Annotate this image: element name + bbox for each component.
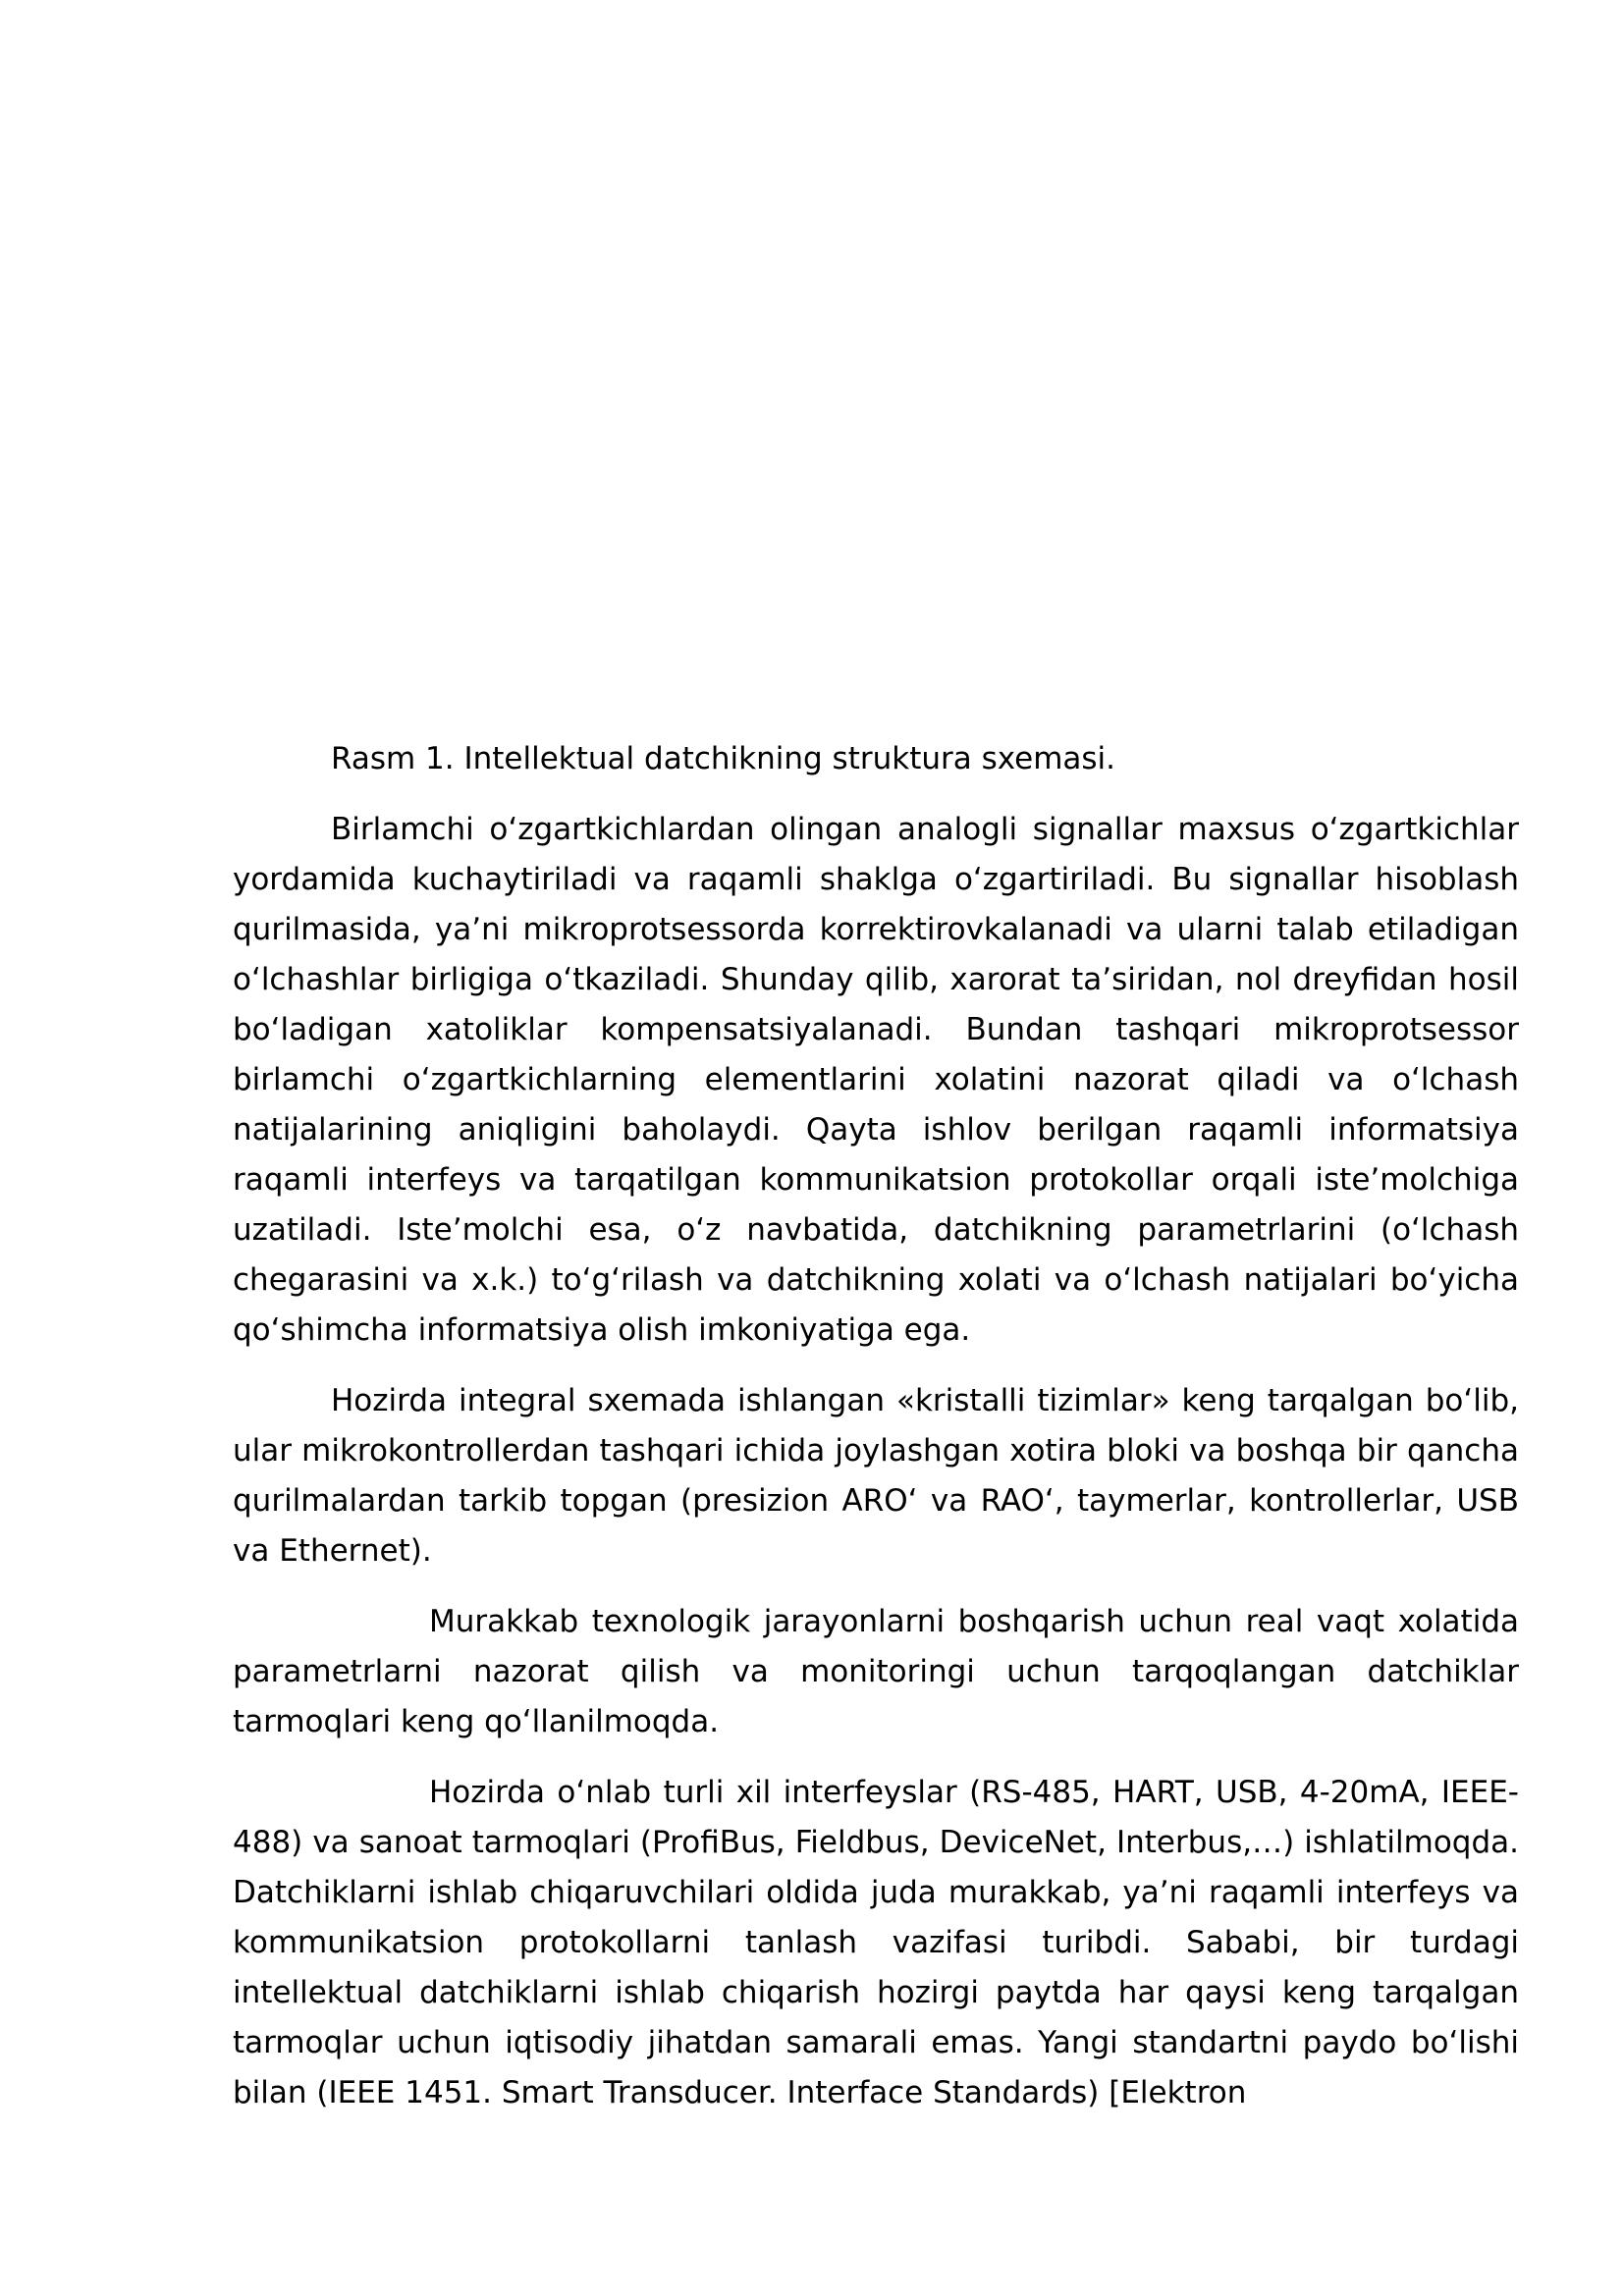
figure-area (233, 157, 1519, 707)
document-body (233, 734, 1519, 2139)
paragraph-1: Birlamchi oʻzgartkichlardan olingan analogli signallar maxsus oʻzgartkichlar yordamida kuchaytiriladi va raqamli shaklga oʻzgartiriladi. Bu signallar hisoblash qurilmasida, ya’ni mikroprotsessorda korrektirovkalanadi va ularni talab etiladigan oʻlchashlar birligiga oʻtkaziladi. Shunday qilib, xarorat ta’siridan, nol dreyfidan hosil boʻladigan xatoliklar kompensatsiyalanadi. Bundan tashqari mikroprotsessor birlamchi oʻzgartkichlarning elementlarini xolatini nazorat qiladi va oʻlchash natijalarining aniqligini baholaydi. Qayta ishlov berilgan raqamli informatsiya raqamli interfeys va tarqatilgan kommunikatsion protokollar orqali iste’molchiga uzatiladi. Iste’molchi esa, oʻz navbatida, datchikning parametrlarini (oʻlchash chegarasini va x.k.) toʻgʻrilash va datchikning xolati va oʻlchash natijalari boʻyicha qoʻshimcha informatsiya olish imkoniyatiga ega. (233, 812, 1519, 1348)
figure-caption: Rasm 1. Intellektual datchikning struktura sxemasi. (331, 741, 1116, 776)
paragraph-3: Murakkab texnologik jarayonlarni boshqarish uchun real vaqt xolatida parametrlarni nazorat qilish va monitoringi uchun tarqoqlangan datchiklar tarmoqlari keng qoʻllanilmoqda. (233, 1604, 1519, 1739)
paragraph-2: Hozirda integral sxemada ishlangan «kristalli tizimlar» keng tarqalgan boʻlib, ular mikrokontrollerdan tashqari ichida joylashgan xotira bloki va boshqa bir qancha qurilmalardan tarkib topgan (presizion AROʻ va RAOʻ, taymerlar, kontrollerlar, USB va Ethernet). (233, 1383, 1519, 1569)
paragraph-4: Hozirda oʻnlab turli xil interfeyslar (RS-485, HART, USB, 4-20mA, IEEE-488) va sanoat tarmoqlari (ProfiBus, Fieldbus, DeviceNet, Interbus,…) ishlatilmoqda. Datchiklarni ishlab chiqaruvchilari oldida juda murakkab, ya’ni raqamli interfeys va kommunikatsion protokollarni tanlash vazifasi turibdi. Sababi, bir turdagi intellektual datchiklarni ishlab chiqarish hozirgi paytda har qaysi keng tarqalgan tarmoqlar uchun iqtisodiy jihatdan samarali emas. Yangi standartni paydo boʻlishi bilan (IEEE 1451. Smart Transducer. Interface Standards) [Elektron (233, 1775, 1519, 2110)
